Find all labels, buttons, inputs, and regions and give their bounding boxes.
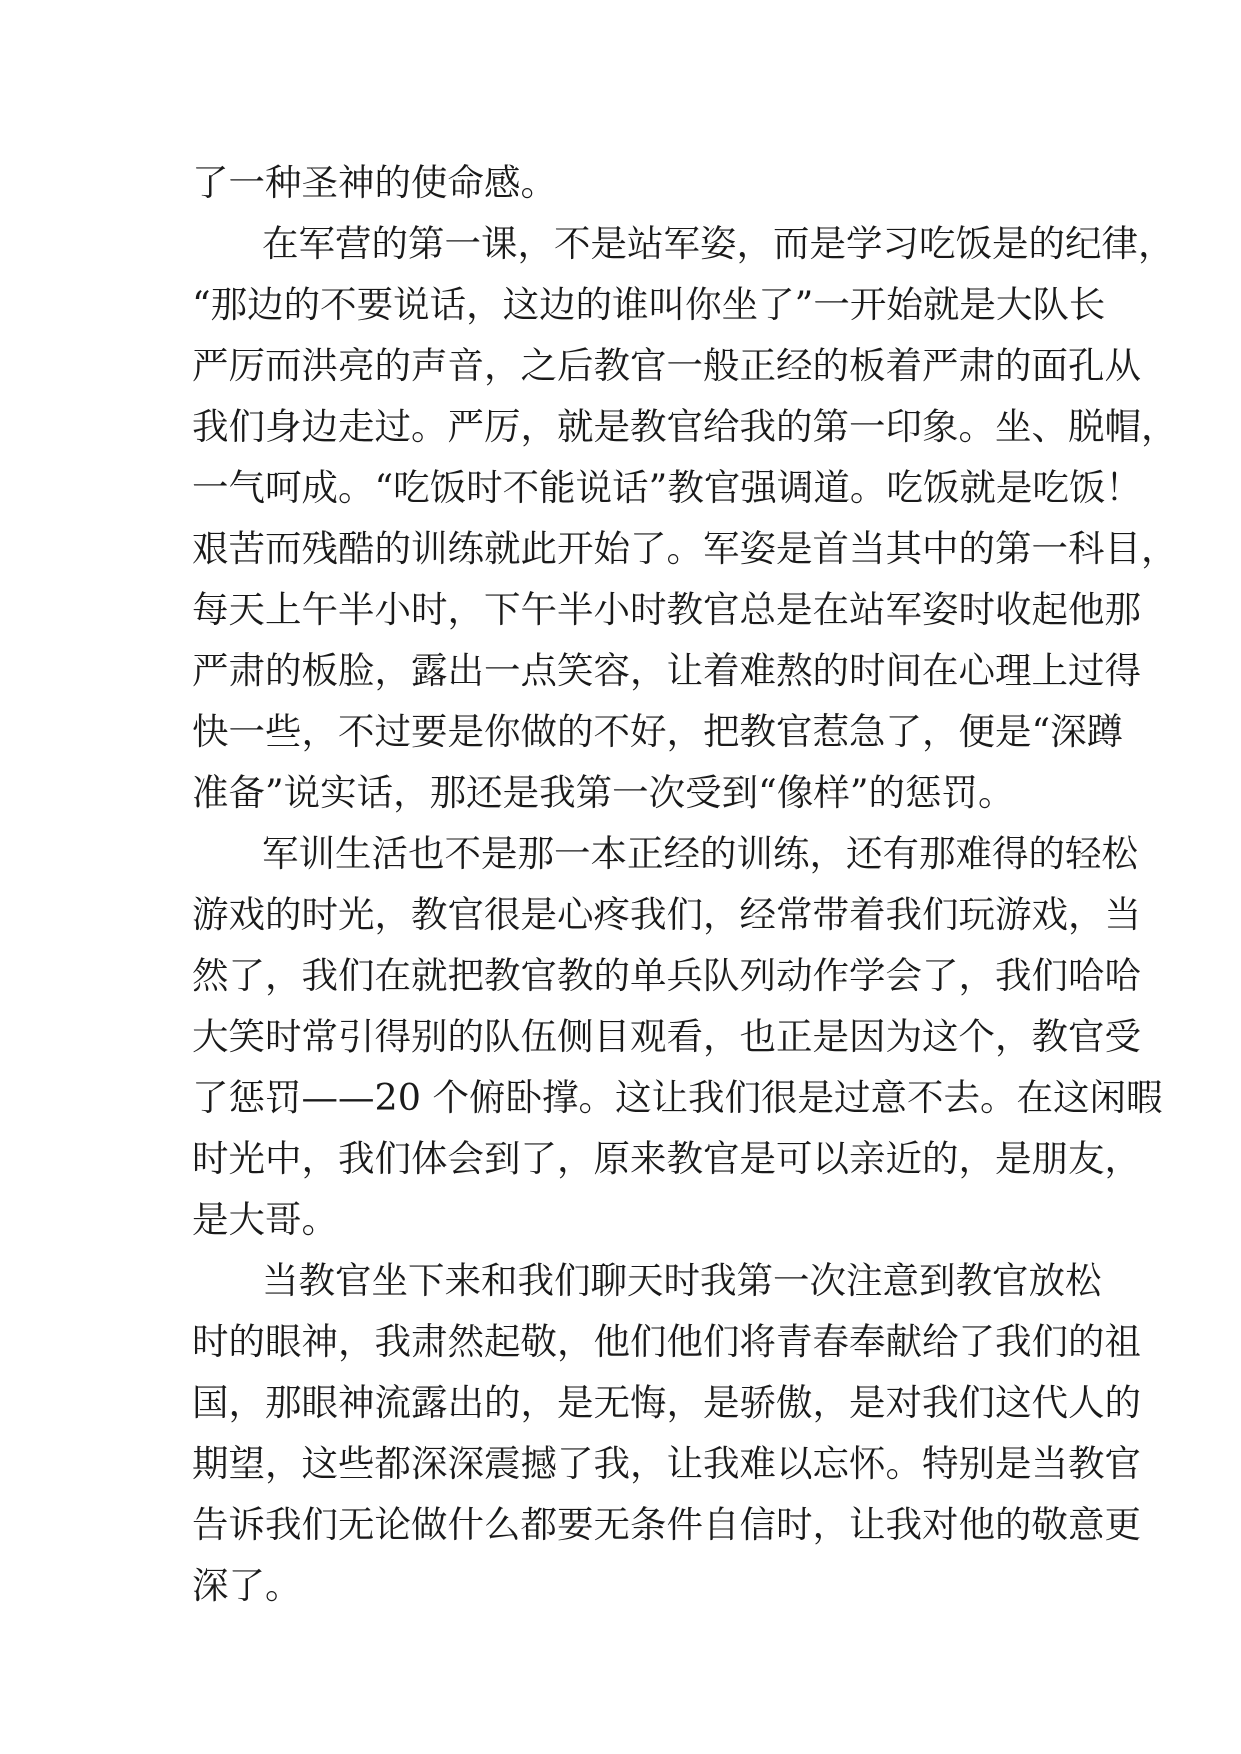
text-line: 然了，我们在就把教官教的单兵队列动作学会了，我们哈哈 — [192, 954, 1141, 997]
text-line: 时的眼神，我肃然起敬，他们他们将青春奉献给了我们的祖 — [192, 1320, 1141, 1363]
text-line: 在军营的第一课，不是站军姿，而是学习吃饭是的纪律， — [262, 222, 1175, 265]
text-line: 告诉我们无论做什么都要无条件自信时，让我对他的敬意更 — [192, 1503, 1141, 1546]
text-line: 当教官坐下来和我们聊天时我第一次注意到教官放松 — [262, 1259, 1102, 1302]
text-line: 深了。 — [192, 1564, 302, 1607]
text-line: 是大哥。 — [192, 1198, 338, 1241]
text-line: 军训生活也不是那一本正经的训练，还有那难得的轻松 — [262, 832, 1138, 875]
text-line: 一气呵成。“吃饭时不能说话”教官强调道。吃饭就是吃饭！ — [192, 466, 1142, 509]
text-line: 每天上午半小时，下午半小时教官总是在站军姿时收起他那 — [192, 588, 1141, 631]
text-line: 严肃的板脸，露出一点笑容，让着难熬的时间在心理上过得 — [192, 649, 1141, 692]
text-line: 严厉而洪亮的声音，之后教官一般正经的板着严肃的面孔从 — [192, 344, 1141, 387]
text-line: 了一种圣神的使命感。 — [192, 161, 557, 204]
document-body — [192, 152, 1178, 1616]
text-line: 快一些，不过要是你做的不好，把教官惹急了，便是“深蹲 — [192, 710, 1124, 753]
text-line: 游戏的时光，教官很是心疼我们，经常带着我们玩游戏，当 — [192, 893, 1141, 936]
text-line: 大笑时常引得别的队伍侧目观看，也正是因为这个，教官受 — [192, 1015, 1141, 1058]
text-line: 时光中，我们体会到了，原来教官是可以亲近的，是朋友， — [192, 1137, 1141, 1180]
text-line: 艰苦而残酷的训练就此开始了。军姿是首当其中的第一科目， — [192, 527, 1178, 570]
text-line: 期望，这些都深深震撼了我，让我难以忘怀。特别是当教官 — [192, 1442, 1141, 1485]
text-line: “那边的不要说话，这边的谁叫你坐了”一开始就是大队长 — [192, 283, 1106, 326]
text-line: 我们身边走过。严厉，就是教官给我的第一印象。坐、脱帽， — [192, 405, 1178, 448]
text-line: 准备”说实话，那还是我第一次受到“像样”的惩罚。 — [192, 771, 1015, 814]
text-line: 国，那眼神流露出的，是无悔，是骄傲，是对我们这代人的 — [192, 1381, 1141, 1424]
text-line: 了惩罚——20 个俯卧撑。这让我们很是过意不去。在这闲暇 — [192, 1076, 1163, 1119]
